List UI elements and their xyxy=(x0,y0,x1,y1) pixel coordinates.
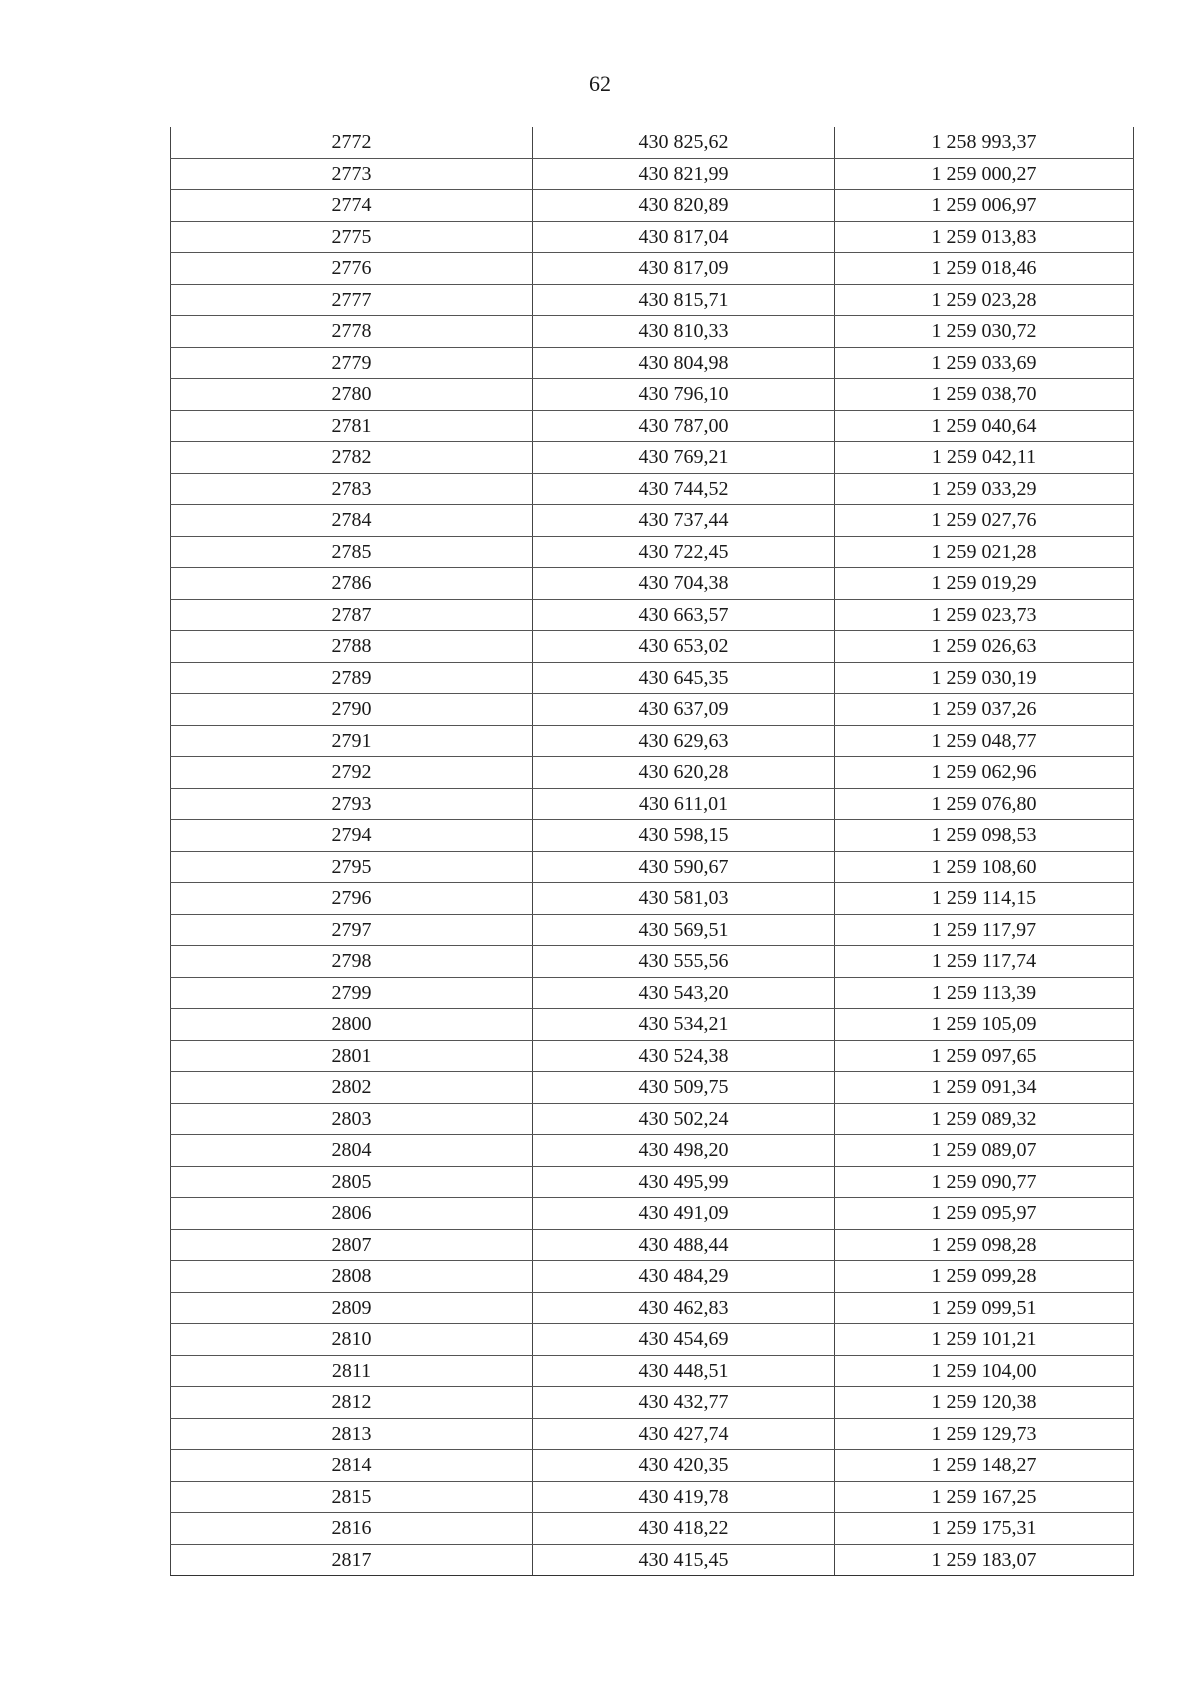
y-coordinate-cell: 1 259 023,73 xyxy=(835,599,1134,631)
table-row xyxy=(171,1513,1134,1545)
x-coordinate-cell: 430 484,29 xyxy=(533,1261,835,1293)
x-coordinate-cell: 430 598,15 xyxy=(533,820,835,852)
y-coordinate-cell: 1 259 023,28 xyxy=(835,284,1134,316)
x-coordinate-cell: 430 629,63 xyxy=(533,725,835,757)
y-coordinate-cell: 1 259 030,72 xyxy=(835,316,1134,348)
point-number-cell: 2814 xyxy=(171,1450,533,1482)
y-coordinate-cell: 1 259 098,53 xyxy=(835,820,1134,852)
y-coordinate-cell: 1 259 097,65 xyxy=(835,1040,1134,1072)
table-row xyxy=(171,1135,1134,1167)
table-row xyxy=(171,316,1134,348)
x-coordinate-cell: 430 420,35 xyxy=(533,1450,835,1482)
x-coordinate-cell: 430 611,01 xyxy=(533,788,835,820)
x-coordinate-cell: 430 498,20 xyxy=(533,1135,835,1167)
point-number-cell: 2811 xyxy=(171,1355,533,1387)
table-row xyxy=(171,599,1134,631)
y-coordinate-cell: 1 259 099,28 xyxy=(835,1261,1134,1293)
table-row xyxy=(171,851,1134,883)
y-coordinate-cell: 1 259 101,21 xyxy=(835,1324,1134,1356)
x-coordinate-cell: 430 744,52 xyxy=(533,473,835,505)
table-row xyxy=(171,1418,1134,1450)
x-coordinate-cell: 430 787,00 xyxy=(533,410,835,442)
x-coordinate-cell: 430 427,74 xyxy=(533,1418,835,1450)
x-coordinate-cell: 430 817,04 xyxy=(533,221,835,253)
coordinates-table xyxy=(170,127,1134,1576)
table-row xyxy=(171,410,1134,442)
y-coordinate-cell: 1 259 099,51 xyxy=(835,1292,1134,1324)
y-coordinate-cell: 1 259 105,09 xyxy=(835,1009,1134,1041)
y-coordinate-cell: 1 259 033,29 xyxy=(835,473,1134,505)
table-row xyxy=(171,725,1134,757)
table-row xyxy=(171,379,1134,411)
y-coordinate-cell: 1 259 117,97 xyxy=(835,914,1134,946)
table-row xyxy=(171,127,1134,158)
point-number-cell: 2780 xyxy=(171,379,533,411)
page-number: 62 xyxy=(589,71,611,96)
point-number-cell: 2782 xyxy=(171,442,533,474)
x-coordinate-cell: 430 448,51 xyxy=(533,1355,835,1387)
point-number-cell: 2776 xyxy=(171,253,533,285)
point-number-cell: 2773 xyxy=(171,158,533,190)
x-coordinate-cell: 430 796,10 xyxy=(533,379,835,411)
table-row xyxy=(171,1198,1134,1230)
x-coordinate-cell: 430 817,09 xyxy=(533,253,835,285)
x-coordinate-cell: 430 415,45 xyxy=(533,1544,835,1576)
table-row xyxy=(171,1324,1134,1356)
x-coordinate-cell: 430 825,62 xyxy=(533,127,835,158)
table-row xyxy=(171,473,1134,505)
x-coordinate-cell: 430 815,71 xyxy=(533,284,835,316)
table-row xyxy=(171,1261,1134,1293)
point-number-cell: 2797 xyxy=(171,914,533,946)
point-number-cell: 2779 xyxy=(171,347,533,379)
coordinates-table-body xyxy=(171,127,1134,1576)
table-row xyxy=(171,1040,1134,1072)
table-row xyxy=(171,1450,1134,1482)
x-coordinate-cell: 430 454,69 xyxy=(533,1324,835,1356)
x-coordinate-cell: 430 534,21 xyxy=(533,1009,835,1041)
table-row xyxy=(171,347,1134,379)
y-coordinate-cell: 1 259 148,27 xyxy=(835,1450,1134,1482)
table-row xyxy=(171,694,1134,726)
table-row xyxy=(171,1292,1134,1324)
point-number-cell: 2799 xyxy=(171,977,533,1009)
y-coordinate-cell: 1 259 042,11 xyxy=(835,442,1134,474)
point-number-cell: 2817 xyxy=(171,1544,533,1576)
y-coordinate-cell: 1 259 089,32 xyxy=(835,1103,1134,1135)
table-row xyxy=(171,914,1134,946)
y-coordinate-cell: 1 259 183,07 xyxy=(835,1544,1134,1576)
x-coordinate-cell: 430 581,03 xyxy=(533,883,835,915)
point-number-cell: 2772 xyxy=(171,127,533,158)
point-number-cell: 2775 xyxy=(171,221,533,253)
table-row xyxy=(171,442,1134,474)
y-coordinate-cell: 1 259 018,46 xyxy=(835,253,1134,285)
y-coordinate-cell: 1 259 021,28 xyxy=(835,536,1134,568)
table-row xyxy=(171,1229,1134,1261)
point-number-cell: 2787 xyxy=(171,599,533,631)
x-coordinate-cell: 430 509,75 xyxy=(533,1072,835,1104)
point-number-cell: 2804 xyxy=(171,1135,533,1167)
x-coordinate-cell: 430 769,21 xyxy=(533,442,835,474)
table-row xyxy=(171,1072,1134,1104)
point-number-cell: 2784 xyxy=(171,505,533,537)
y-coordinate-cell: 1 259 037,26 xyxy=(835,694,1134,726)
x-coordinate-cell: 430 820,89 xyxy=(533,190,835,222)
table-row xyxy=(171,788,1134,820)
y-coordinate-cell: 1 259 089,07 xyxy=(835,1135,1134,1167)
table-row xyxy=(171,1355,1134,1387)
point-number-cell: 2783 xyxy=(171,473,533,505)
x-coordinate-cell: 430 524,38 xyxy=(533,1040,835,1072)
point-number-cell: 2793 xyxy=(171,788,533,820)
y-coordinate-cell: 1 259 040,64 xyxy=(835,410,1134,442)
point-number-cell: 2813 xyxy=(171,1418,533,1450)
point-number-cell: 2812 xyxy=(171,1387,533,1419)
x-coordinate-cell: 430 804,98 xyxy=(533,347,835,379)
table-row xyxy=(171,536,1134,568)
table-row xyxy=(171,662,1134,694)
point-number-cell: 2809 xyxy=(171,1292,533,1324)
point-number-cell: 2808 xyxy=(171,1261,533,1293)
x-coordinate-cell: 430 810,33 xyxy=(533,316,835,348)
y-coordinate-cell: 1 259 098,28 xyxy=(835,1229,1134,1261)
y-coordinate-cell: 1 259 091,34 xyxy=(835,1072,1134,1104)
x-coordinate-cell: 430 491,09 xyxy=(533,1198,835,1230)
y-coordinate-cell: 1 259 117,74 xyxy=(835,946,1134,978)
x-coordinate-cell: 430 653,02 xyxy=(533,631,835,663)
table-row xyxy=(171,946,1134,978)
x-coordinate-cell: 430 645,35 xyxy=(533,662,835,694)
point-number-cell: 2778 xyxy=(171,316,533,348)
x-coordinate-cell: 430 488,44 xyxy=(533,1229,835,1261)
y-coordinate-cell: 1 259 062,96 xyxy=(835,757,1134,789)
table-row xyxy=(171,1387,1134,1419)
y-coordinate-cell: 1 259 104,00 xyxy=(835,1355,1134,1387)
y-coordinate-cell: 1 259 027,76 xyxy=(835,505,1134,537)
point-number-cell: 2803 xyxy=(171,1103,533,1135)
point-number-cell: 2786 xyxy=(171,568,533,600)
x-coordinate-cell: 430 737,44 xyxy=(533,505,835,537)
y-coordinate-cell: 1 258 993,37 xyxy=(835,127,1134,158)
table-row xyxy=(171,1103,1134,1135)
x-coordinate-cell: 430 663,57 xyxy=(533,599,835,631)
table-row xyxy=(171,1009,1134,1041)
x-coordinate-cell: 430 502,24 xyxy=(533,1103,835,1135)
point-number-cell: 2777 xyxy=(171,284,533,316)
point-number-cell: 2798 xyxy=(171,946,533,978)
x-coordinate-cell: 430 569,51 xyxy=(533,914,835,946)
y-coordinate-cell: 1 259 108,60 xyxy=(835,851,1134,883)
table-row xyxy=(171,757,1134,789)
table-row xyxy=(171,253,1134,285)
y-coordinate-cell: 1 259 048,77 xyxy=(835,725,1134,757)
x-coordinate-cell: 430 418,22 xyxy=(533,1513,835,1545)
y-coordinate-cell: 1 259 006,97 xyxy=(835,190,1134,222)
point-number-cell: 2796 xyxy=(171,883,533,915)
point-number-cell: 2810 xyxy=(171,1324,533,1356)
point-number-cell: 2789 xyxy=(171,662,533,694)
y-coordinate-cell: 1 259 095,97 xyxy=(835,1198,1134,1230)
x-coordinate-cell: 430 462,83 xyxy=(533,1292,835,1324)
y-coordinate-cell: 1 259 175,31 xyxy=(835,1513,1134,1545)
x-coordinate-cell: 430 821,99 xyxy=(533,158,835,190)
table-row xyxy=(171,1544,1134,1576)
y-coordinate-cell: 1 259 026,63 xyxy=(835,631,1134,663)
point-number-cell: 2788 xyxy=(171,631,533,663)
y-coordinate-cell: 1 259 113,39 xyxy=(835,977,1134,1009)
table-row xyxy=(171,977,1134,1009)
point-number-cell: 2794 xyxy=(171,820,533,852)
x-coordinate-cell: 430 495,99 xyxy=(533,1166,835,1198)
y-coordinate-cell: 1 259 120,38 xyxy=(835,1387,1134,1419)
point-number-cell: 2790 xyxy=(171,694,533,726)
table-row xyxy=(171,631,1134,663)
point-number-cell: 2816 xyxy=(171,1513,533,1545)
x-coordinate-cell: 430 432,77 xyxy=(533,1387,835,1419)
y-coordinate-cell: 1 259 076,80 xyxy=(835,788,1134,820)
y-coordinate-cell: 1 259 033,69 xyxy=(835,347,1134,379)
point-number-cell: 2785 xyxy=(171,536,533,568)
point-number-cell: 2802 xyxy=(171,1072,533,1104)
y-coordinate-cell: 1 259 129,73 xyxy=(835,1418,1134,1450)
x-coordinate-cell: 430 620,28 xyxy=(533,757,835,789)
point-number-cell: 2781 xyxy=(171,410,533,442)
point-number-cell: 2801 xyxy=(171,1040,533,1072)
table-row xyxy=(171,221,1134,253)
x-coordinate-cell: 430 704,38 xyxy=(533,568,835,600)
x-coordinate-cell: 430 419,78 xyxy=(533,1481,835,1513)
table-row xyxy=(171,505,1134,537)
y-coordinate-cell: 1 259 013,83 xyxy=(835,221,1134,253)
point-number-cell: 2791 xyxy=(171,725,533,757)
point-number-cell: 2805 xyxy=(171,1166,533,1198)
y-coordinate-cell: 1 259 114,15 xyxy=(835,883,1134,915)
x-coordinate-cell: 430 543,20 xyxy=(533,977,835,1009)
point-number-cell: 2800 xyxy=(171,1009,533,1041)
y-coordinate-cell: 1 259 000,27 xyxy=(835,158,1134,190)
point-number-cell: 2807 xyxy=(171,1229,533,1261)
table-row xyxy=(171,284,1134,316)
x-coordinate-cell: 430 590,67 xyxy=(533,851,835,883)
x-coordinate-cell: 430 637,09 xyxy=(533,694,835,726)
y-coordinate-cell: 1 259 038,70 xyxy=(835,379,1134,411)
table-row xyxy=(171,1481,1134,1513)
y-coordinate-cell: 1 259 019,29 xyxy=(835,568,1134,600)
table-row xyxy=(171,1166,1134,1198)
y-coordinate-cell: 1 259 030,19 xyxy=(835,662,1134,694)
table-row xyxy=(171,568,1134,600)
table-row xyxy=(171,820,1134,852)
table-row xyxy=(171,158,1134,190)
point-number-cell: 2774 xyxy=(171,190,533,222)
table-row xyxy=(171,883,1134,915)
table-row xyxy=(171,190,1134,222)
y-coordinate-cell: 1 259 167,25 xyxy=(835,1481,1134,1513)
point-number-cell: 2792 xyxy=(171,757,533,789)
y-coordinate-cell: 1 259 090,77 xyxy=(835,1166,1134,1198)
point-number-cell: 2815 xyxy=(171,1481,533,1513)
point-number-cell: 2806 xyxy=(171,1198,533,1230)
x-coordinate-cell: 430 555,56 xyxy=(533,946,835,978)
x-coordinate-cell: 430 722,45 xyxy=(533,536,835,568)
point-number-cell: 2795 xyxy=(171,851,533,883)
